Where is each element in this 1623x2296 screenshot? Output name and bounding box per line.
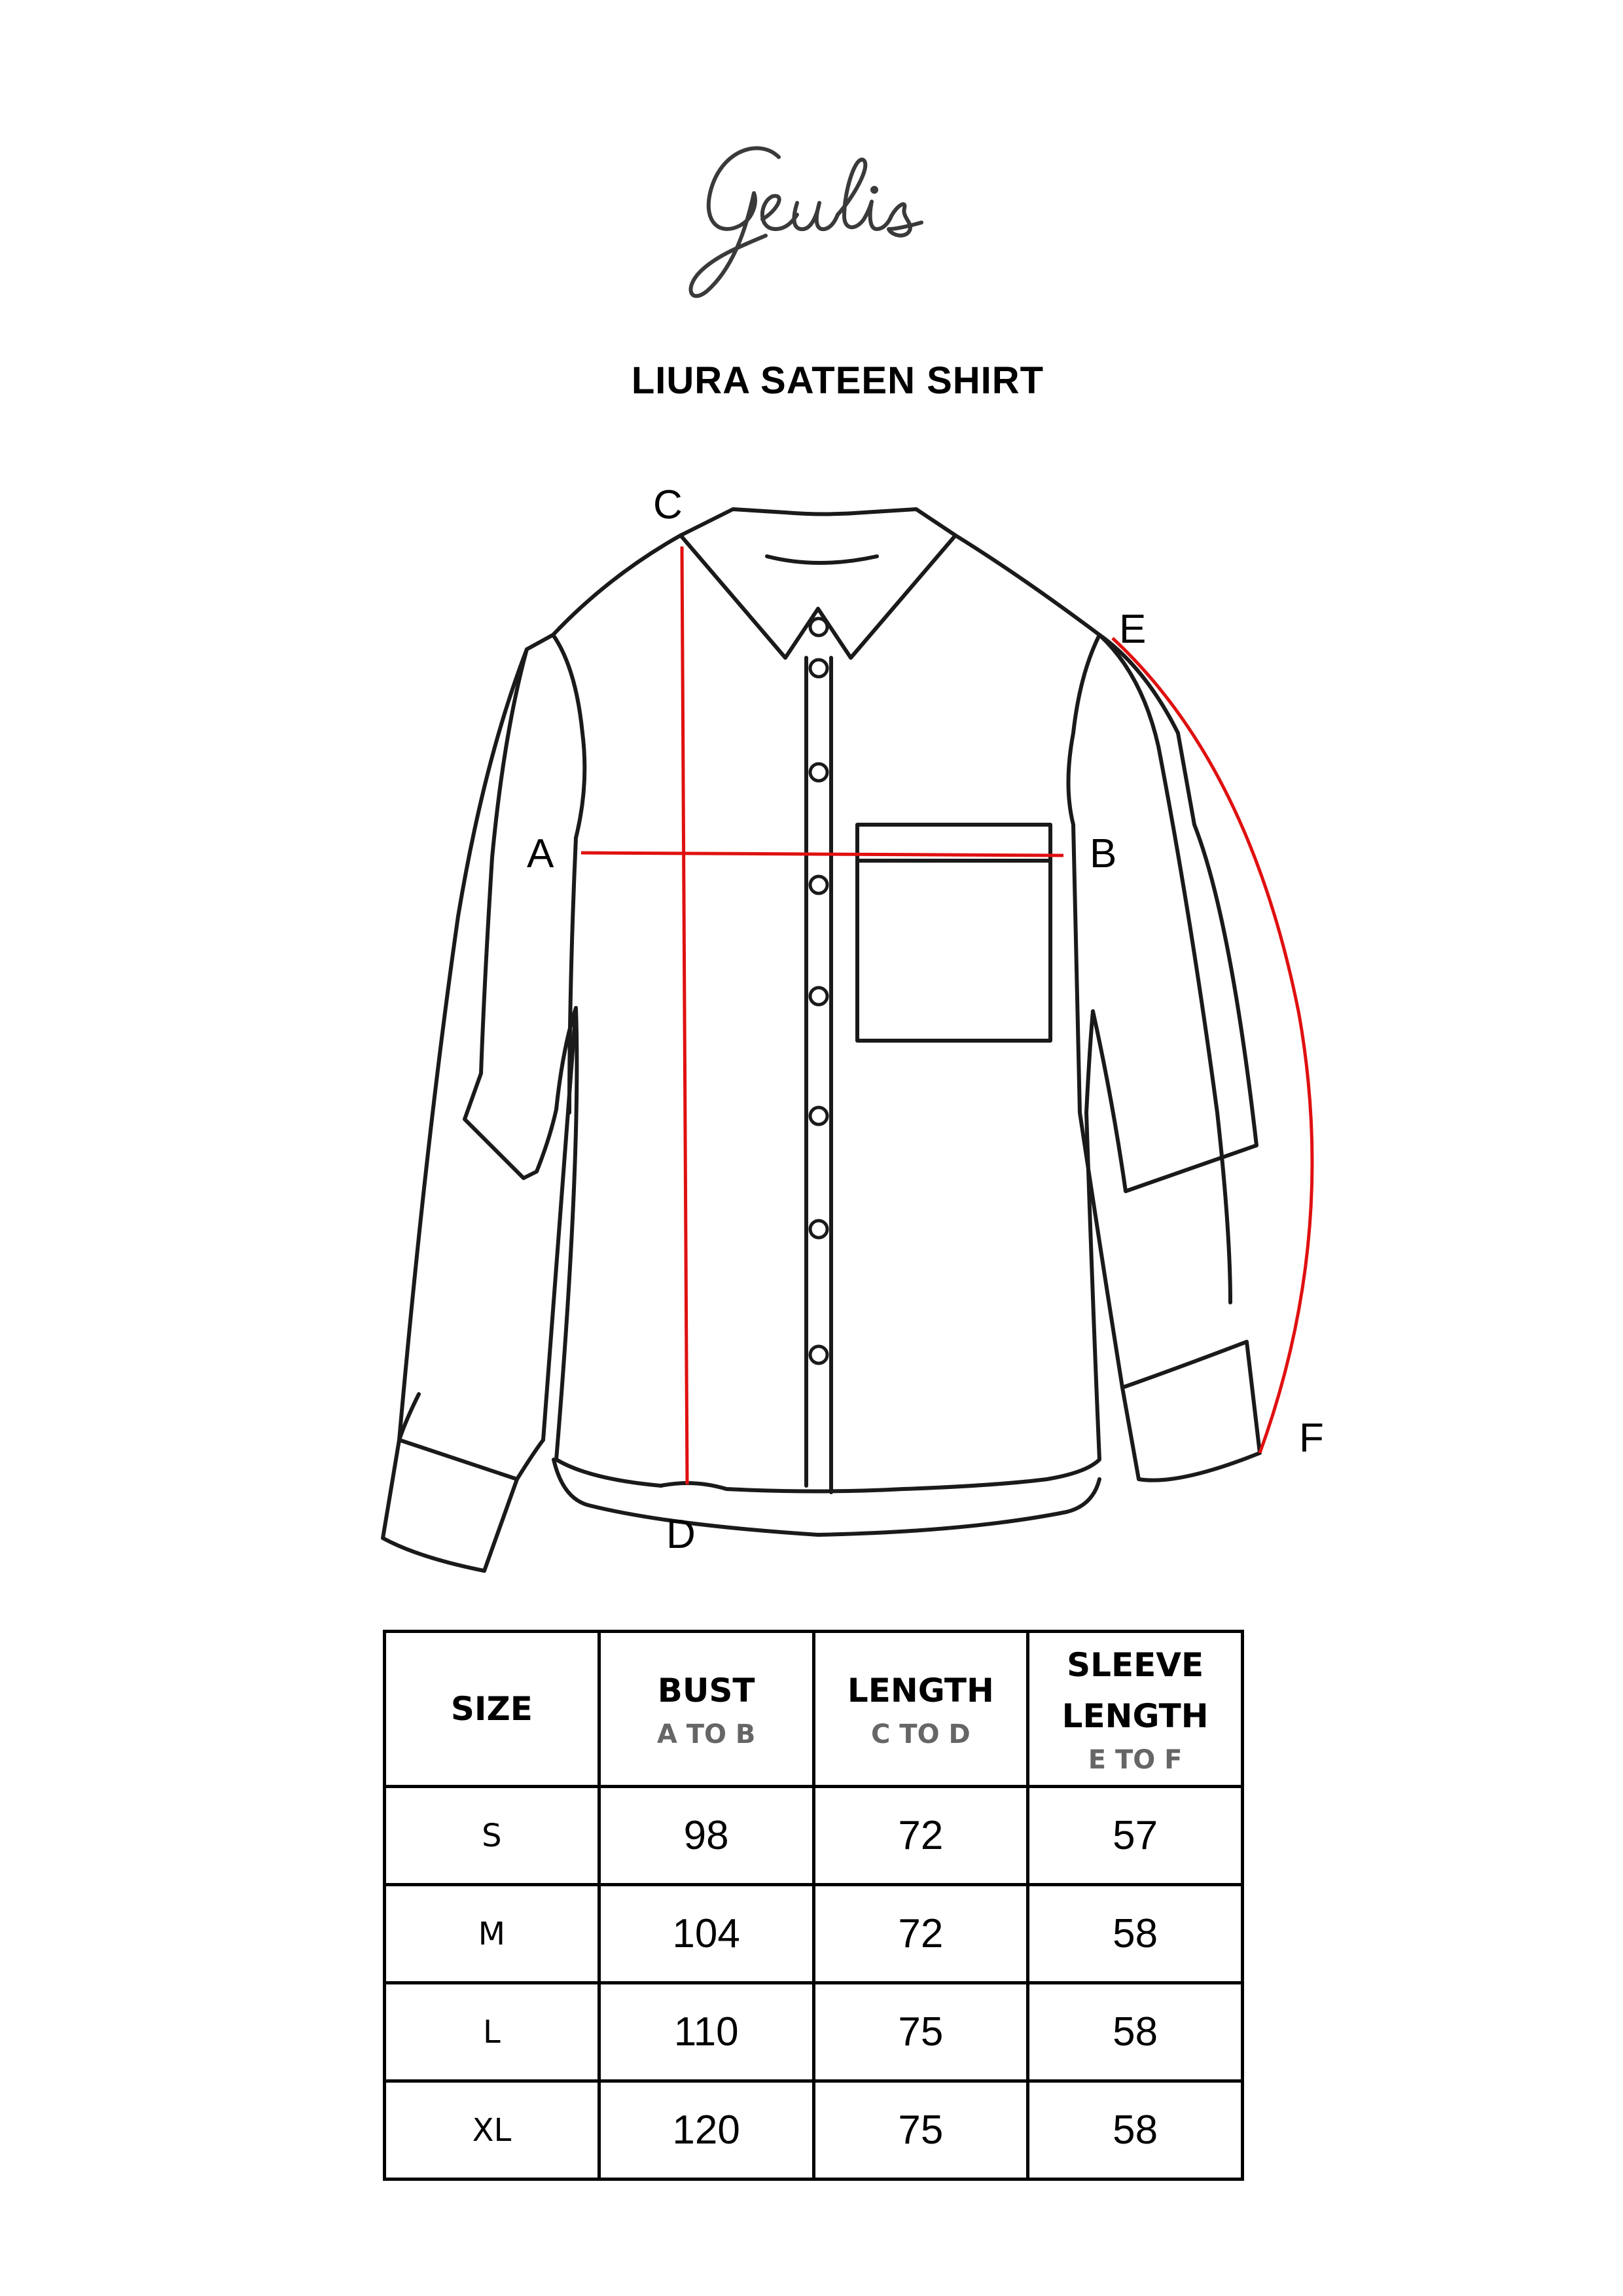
cell-bust: 110 [599, 1983, 813, 2081]
button [810, 876, 827, 893]
cell-length: 75 [813, 2081, 1028, 2179]
header-sleeve-label-1: SLEEVE [1067, 1646, 1204, 1684]
label-b: B [1090, 831, 1117, 876]
button [810, 1107, 827, 1124]
header-bust [599, 1632, 813, 1787]
cell-sleeve: 58 [1028, 1983, 1243, 2081]
header-sleeve-range: E TO F [1088, 1745, 1183, 1775]
cell-bust: 98 [599, 1787, 813, 1885]
header-bust-label: BUST [657, 1672, 755, 1710]
shirt-diagram [0, 458, 1623, 1636]
sleeve-length-line [1113, 638, 1312, 1453]
brand-logo [681, 131, 969, 314]
label-d: D [666, 1512, 696, 1557]
header-size [385, 1632, 599, 1787]
cell-length: 75 [813, 1983, 1028, 2081]
header-length-range: C TO D [871, 1719, 971, 1749]
table-header-row [385, 1632, 1243, 1787]
cell-bust: 104 [599, 1885, 813, 1983]
button [810, 660, 827, 677]
buttons [810, 619, 827, 1363]
cell-size: S [385, 1787, 599, 1885]
cell-length: 72 [813, 1885, 1028, 1983]
table-row [385, 1787, 1243, 1885]
bust-line [581, 853, 1063, 855]
button [810, 1346, 827, 1363]
label-e: E [1119, 607, 1147, 652]
cell-bust: 120 [599, 2081, 813, 2179]
table-row [385, 1885, 1243, 1983]
header-size-label: SIZE [450, 1690, 533, 1728]
table-row [385, 1983, 1243, 2081]
label-f: F [1299, 1416, 1324, 1461]
header-length [813, 1632, 1028, 1787]
button [810, 988, 827, 1005]
cell-length: 72 [813, 1787, 1028, 1885]
header-bust-range: A TO B [656, 1719, 756, 1749]
table-row [385, 2081, 1243, 2179]
label-a: A [527, 831, 554, 876]
cell-size: L [385, 1983, 599, 2081]
header-sleeve-length [1028, 1632, 1243, 1787]
length-line [682, 547, 687, 1484]
cell-sleeve: 58 [1028, 1885, 1243, 1983]
button [810, 619, 827, 636]
header-length-label: LENGTH [847, 1672, 994, 1710]
cell-sleeve: 58 [1028, 2081, 1243, 2179]
button [810, 764, 827, 781]
button [810, 1221, 827, 1238]
size-chart-table [383, 1630, 1244, 2181]
cell-size: XL [385, 2081, 599, 2179]
label-c: C [653, 482, 683, 528]
header-sleeve-label-2: LENGTH [1061, 1697, 1209, 1735]
cell-sleeve: 57 [1028, 1787, 1243, 1885]
product-title: LIURA SATEEN SHIRT [631, 359, 1044, 402]
cell-size: M [385, 1885, 599, 1983]
